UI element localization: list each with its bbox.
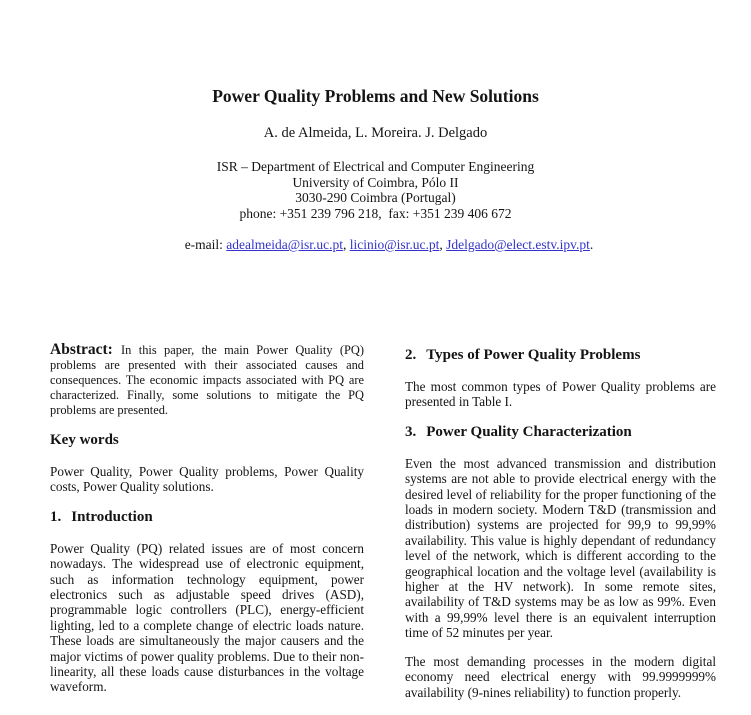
section-number: 2.: [405, 347, 417, 363]
affiliation-department: ISR – Department of Electrical and Computer Engineering: [216, 159, 535, 174]
abstract-label: Abstract:: [50, 341, 122, 358]
characterization-paragraph-1: Even the most advanced transmission and distribution systems are not able to provide electrical energy with the desired level of reliability for the proper functioning of the loads in modern society. Modern T&D (transmission and distribution) systems are projected for 99,9 to 99,99% availability. This value is highly dependant of redundancy level of the network, which is different according to the geographical location and the voltage level (availability is higher at the HV network). In some remote sites, availability of T&D systems may be as low as 99%. Even with a 99,99% level there is an equivalent interruption time of 52 minutes per year.: [405, 455, 716, 641]
affiliation-address: 3030-290 Coimbra (Portugal): [295, 190, 456, 206]
section-heading-introduction: [50, 508, 364, 526]
email-label: e-mail:: [184, 236, 227, 252]
section-title: Introduction: [71, 508, 153, 525]
section-number: 1.: [50, 508, 62, 525]
section-number: 3.: [405, 423, 417, 440]
section-title: Power Quality Characterization: [426, 423, 632, 440]
abstract-paragraph: [50, 342, 364, 418]
email-separator: ,: [342, 236, 350, 252]
two-column-body: [50, 342, 716, 713]
paper-header: [0, 0, 751, 268]
email-link-jdelgado[interactable]: Jdelgado@elect.estv.ipv.pt: [446, 236, 590, 252]
types-paragraph: The most common types of Power Quality problems are presented in Table I.: [405, 379, 716, 410]
section-heading-characterization: [405, 423, 716, 441]
abstract-text: In this paper, the main Power Quality (PQ) problems are presented with their associated causes and consequences. The economic impacts associated with PQ are characterized. Finally, some solutions to mitigate the PQ problems are presented.: [50, 343, 365, 417]
email-line: [0, 221, 751, 268]
email-link-licinio[interactable]: licinio@isr.uc.pt: [349, 236, 440, 252]
page-title: Power Quality Problems and New Solutions: [212, 86, 539, 106]
authors-line: A. de Almeida, L. Moreira. J. Delgado: [263, 125, 488, 141]
keywords-paragraph: Power Quality, Power Quality problems, Power Quality costs, Power Quality solutions.: [50, 464, 364, 495]
email-link-adealmeida[interactable]: adealmeida@isr.uc.pt: [226, 236, 343, 252]
affiliation-phone-fax: phone: +351 239 796 218, fax: +351 239 406 672: [239, 205, 512, 221]
section-heading-keywords: Key words: [50, 432, 119, 448]
affiliation-block: [0, 159, 751, 268]
left-column: [50, 342, 364, 713]
section-title: Types of Power Quality Problems: [426, 347, 641, 363]
email-separator: ,: [439, 236, 447, 252]
email-end-period: .: [589, 236, 594, 252]
characterization-paragraph-2: The most demanding processes in the modern digital economy need electrical energy with 99.9999999% availability (9-nines reliability) to function properly.: [405, 653, 716, 700]
introduction-paragraph: Power Quality (PQ) related issues are of most concern nowadays. The widespread use of electronic equipment, such as information technology equipment, power electronics such as adjustable speed drives (ASD), programmable logic controllers (PLC), energy-efficient lighting, led to a complete change of electric loads nature. These loads are simultaneously the major causers and the major victims of power quality problems. Due to their non-linearity, all these loads cause disturbances in the voltage waveform.: [50, 540, 364, 695]
affiliation-university: University of Coimbra, Pólo II: [292, 174, 459, 190]
right-column: [405, 342, 716, 713]
section-heading-types: [405, 346, 716, 364]
